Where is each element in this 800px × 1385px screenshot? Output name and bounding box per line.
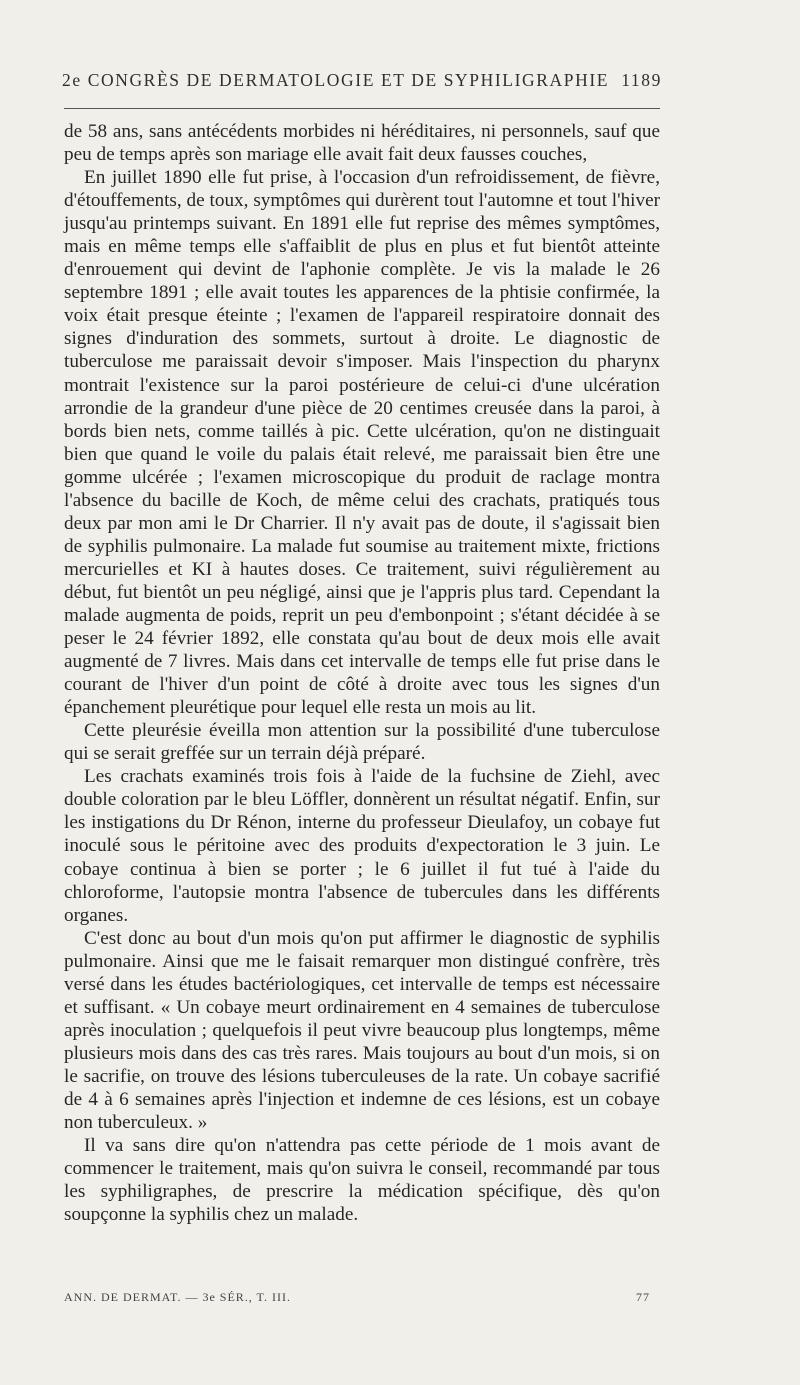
page-number: 1189 — [621, 70, 662, 90]
journal-reference: ANN. DE DERMAT. — 3e SÉR., T. III. — [64, 1290, 291, 1304]
paragraph-2: En juillet 1890 elle fut prise, à l'occasion d'un refroidissement, de fièvre, d'étouffements, de toux, symptômes qui durèrent tout l'automne et tout l'hiver jusqu'au printemps suivant. En 1891 elle fut reprise des mêmes symptômes, mais en même temps elle s'affaiblit de plus en plus et fut bientôt atteinte d'enrouement qui devint de l'aphonie complète. Je vis la malade le 26 septembre 1891 ; elle avait toutes les apparences de la phtisie confirmée, la voix était presque éteinte ; l'examen de l'appareil respiratoire donnait des signes d'induration des sommets, surtout à droite. Le diagnostic de tuberculose me paraissait devoir s'imposer. Mais l'inspection du pharynx montrait l'existence sur la paroi postérieure de celui-ci d'une ulcération arrondie de la grandeur d'une pièce de 20 centimes creusée dans la paroi, à bords bien nets, comme taillés à pic. Cette ulcération, qu'on ne distinguait bien que quand le voile du palais était relevé, me paraissait bien être une gomme ulcérée ; l'examen microscopique du produit de raclage montra l'absence du bacille de Koch, de même celui des crachats, pratiqués tous deux par mon ami le Dr Charrier. Il n'y avait pas de doute, il s'agissait bien de syphilis pulmonaire. La malade fut soumise au traitement mixte, frictions mercurielles et KI à hautes doses. Ce traitement, suivi régulièrement au début, fut bientôt un peu négligé, ainsi que je l'appris plus tard. Cependant la malade augmenta de poids, reprit un peu d'embonpoint ; s'étant décidée à se peser le 24 février 1892, elle constata qu'au bout de deux mois elle avait augmenté de 7 livres. Mais dans cet intervalle de temps elle fut prise dans le courant de l'hiver d'un point de côté à droite avec tous les signes d'un épanchement pleurétique pour lequel elle resta un mois au lit. — [64, 167, 660, 719]
header-rule — [64, 108, 660, 109]
body-text — [64, 120, 660, 1226]
running-header — [62, 70, 662, 91]
signature-number: 77 — [636, 1290, 650, 1304]
paragraph-1: de 58 ans, sans antécédents morbides ni héréditaires, ni personnels, sauf que peu de temps après son mariage elle avait fait deux fausses couches, — [64, 121, 660, 166]
paragraph-4: Les crachats examinés trois fois à l'aide de la fuchsine de Ziehl, avec double coloration par le bleu Löffler, donnèrent un résultat négatif. Enfin, sur les instigations du Dr Rénon, interne du professeur Dieulafoy, un cobaye fut inoculé sous le péritoine avec des produits d'expectoration le 3 juin. Le cobaye continua à bien se porter ; le 6 juillet il fut tué à l'aide du chloroforme, l'autopsie montra l'absence de tubercules dans les différents organes. — [64, 766, 660, 926]
running-title: 2e CONGRÈS DE DERMATOLOGIE ET DE SYPHILIGRAPHIE — [62, 70, 610, 90]
page-footer — [64, 1290, 650, 1305]
paragraph-5: C'est donc au bout d'un mois qu'on put affirmer le diagnostic de syphilis pulmonaire. Ainsi que me le faisait remarquer mon distingué confrère, très versé dans les études bactériologiques, cet intervalle de temps est nécessaire et suffisant. « Un cobaye meurt ordinairement en 4 semaines de tuberculose après inoculation ; quelquefois il peut vivre beaucoup plus longtemps, même plusieurs mois dans des cas très rares. Mais toujours au bout d'un mois, si on le sacrifie, on trouve des lésions tuberculeuses de la rate. Un cobaye sacrifié de 4 à 6 semaines après l'injection et indemne de ces lésions, est un cobaye non tuberculeux. » — [64, 927, 660, 1134]
paragraph-6: Il va sans dire qu'on n'attendra pas cette période de 1 mois avant de commencer le traitement, mais qu'on suivra le conseil, recommandé par tous les syphiligraphes, de prescrire la médication spécifique, dès qu'on soupçonne la syphilis chez un malade. — [64, 1135, 660, 1226]
paragraph-3: Cette pleurésie éveilla mon attention sur la possibilité d'une tuberculose qui se serait greffée sur un terrain déjà préparé. — [64, 720, 660, 765]
